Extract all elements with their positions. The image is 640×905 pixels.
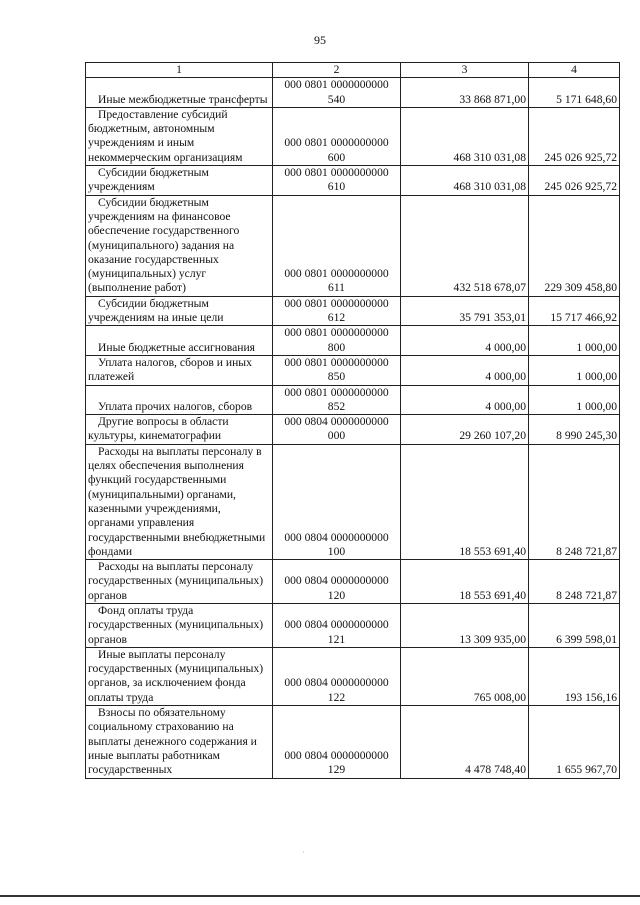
table-row [86, 107, 620, 165]
row-value-col4: 5 171 648,60 [529, 78, 620, 108]
row-name: Другие вопросы в области культуры, кинематографии [86, 415, 273, 445]
row-name: Уплата прочих налогов, сборов [86, 385, 273, 415]
row-value-col4: 229 309 458,80 [529, 195, 620, 296]
row-value-col3: 18 553 691,40 [401, 444, 529, 559]
row-value-col3: 4 478 748,40 [401, 706, 529, 778]
row-value-col3: 13 309 935,00 [401, 603, 529, 647]
row-name: Иные выплаты персоналу государственных (муниципальных) органов, за исключением фонда оплаты труда [86, 647, 273, 705]
table-row [86, 415, 620, 445]
table-row [86, 166, 620, 196]
row-value-col4: 1 000,00 [529, 385, 620, 415]
row-code: 000 0801 0000000000 600 [273, 107, 401, 165]
table-row [86, 385, 620, 415]
row-value-col3: 765 008,00 [401, 647, 529, 705]
table-row [86, 706, 620, 778]
row-name: Фонд оплаты труда государственных (муниципальных) органов [86, 603, 273, 647]
row-value-col3: 432 518 678,07 [401, 195, 529, 296]
scan-artifact-dot: · [302, 848, 305, 857]
row-value-col3: 468 310 031,08 [401, 107, 529, 165]
row-name: Субсидии бюджетным учреждениям [86, 166, 273, 196]
row-value-col4: 8 248 721,87 [529, 444, 620, 559]
row-value-col3: 29 260 107,20 [401, 415, 529, 445]
row-code: 000 0801 0000000000 852 [273, 385, 401, 415]
row-code: 000 0804 0000000000 120 [273, 560, 401, 604]
row-code: 000 0801 0000000000 612 [273, 296, 401, 326]
row-code: 000 0801 0000000000 540 [273, 78, 401, 108]
row-name: Иные межбюджетные трансферты [86, 78, 273, 108]
row-value-col4: 8 990 245,30 [529, 415, 620, 445]
row-name: Предоставление субсидий бюджетным, автономным учреждениям и иным некоммерческим организациям [86, 107, 273, 165]
row-value-col4: 1 000,00 [529, 326, 620, 356]
row-code: 000 0804 0000000000 129 [273, 706, 401, 778]
table-body [86, 78, 620, 778]
page-bottom-rule [0, 895, 640, 897]
row-value-col4: 245 026 925,72 [529, 166, 620, 196]
header-row [86, 63, 620, 78]
header-col-2: 2 [273, 63, 401, 78]
row-value-col3: 33 868 871,00 [401, 78, 529, 108]
row-value-col4: 245 026 925,72 [529, 107, 620, 165]
table-row [86, 355, 620, 385]
row-code: 000 0804 0000000000 000 [273, 415, 401, 445]
table-row [86, 195, 620, 296]
row-value-col3: 4 000,00 [401, 355, 529, 385]
row-value-col4: 1 655 967,70 [529, 706, 620, 778]
table-row [86, 444, 620, 559]
row-code: 000 0801 0000000000 850 [273, 355, 401, 385]
page-number: 95 [314, 33, 326, 47]
budget-table [85, 62, 620, 779]
row-value-col4: 193 156,16 [529, 647, 620, 705]
header-col-4: 4 [529, 63, 620, 78]
row-value-col3: 35 791 353,01 [401, 296, 529, 326]
table-row [86, 296, 620, 326]
row-name: Субсидии бюджетным учреждениям на финансовое обеспечение государственного (муниципального) задания на оказание государственных (муниципальных) услуг (выполнение работ) [86, 195, 273, 296]
row-value-col3: 18 553 691,40 [401, 560, 529, 604]
row-value-col3: 468 310 031,08 [401, 166, 529, 196]
table-row [86, 647, 620, 705]
header-col-3: 3 [401, 63, 529, 78]
table-row [86, 78, 620, 108]
row-value-col3: 4 000,00 [401, 326, 529, 356]
row-code: 000 0801 0000000000 800 [273, 326, 401, 356]
row-code: 000 0804 0000000000 122 [273, 647, 401, 705]
header-col-1: 1 [86, 63, 273, 78]
row-name: Иные бюджетные ассигнования [86, 326, 273, 356]
table-row [86, 326, 620, 356]
row-value-col4: 15 717 466,92 [529, 296, 620, 326]
row-name: Субсидии бюджетным учреждениям на иные цели [86, 296, 273, 326]
row-code: 000 0804 0000000000 121 [273, 603, 401, 647]
row-value-col4: 1 000,00 [529, 355, 620, 385]
table-header [86, 63, 620, 78]
row-code: 000 0801 0000000000 611 [273, 195, 401, 296]
row-name: Уплата налогов, сборов и иных платежей [86, 355, 273, 385]
row-value-col4: 6 399 598,01 [529, 603, 620, 647]
row-value-col4: 8 248 721,87 [529, 560, 620, 604]
row-name: Расходы на выплаты персоналу в целях обеспечения выполнения функций государственными (муниципальными) органами, казенными учреждениями, органами управления государственными внебюджетными фондами [86, 444, 273, 559]
row-code: 000 0804 0000000000 100 [273, 444, 401, 559]
row-value-col3: 4 000,00 [401, 385, 529, 415]
row-name: Расходы на выплаты персоналу государственных (муниципальных) органов [86, 560, 273, 604]
table-row [86, 560, 620, 604]
table-row [86, 603, 620, 647]
row-name: Взносы по обязательному социальному страхованию на выплаты денежного содержания и иные выплаты работникам государственных [86, 706, 273, 778]
row-code: 000 0801 0000000000 610 [273, 166, 401, 196]
